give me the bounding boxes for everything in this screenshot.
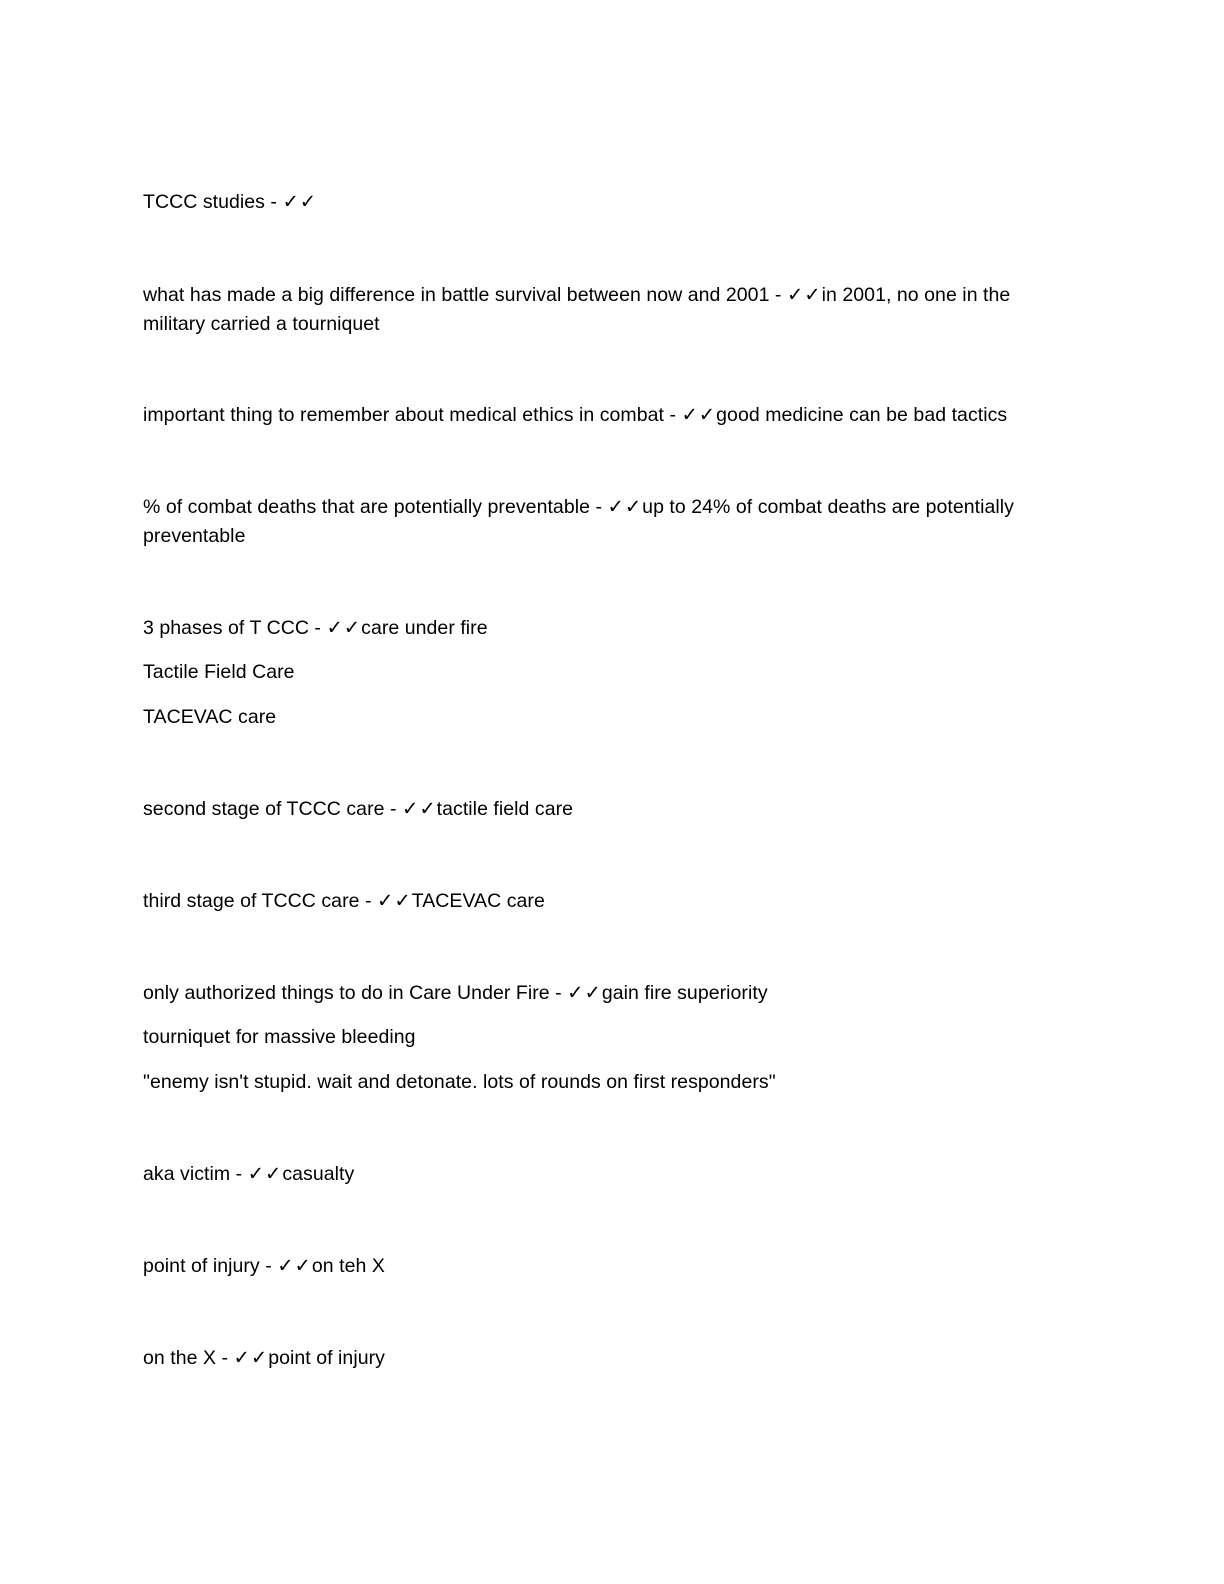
- double-check-icon: ✓✓: [607, 496, 643, 518]
- double-check-icon: ✓✓: [282, 191, 318, 213]
- entry-term: what has made a big difference in battle survival between now and 2001 -: [143, 284, 787, 306]
- entry-term: third stage of TCCC care -: [143, 890, 377, 912]
- double-check-icon: ✓✓: [786, 284, 822, 306]
- flashcard-entry: [143, 281, 1043, 339]
- entry-extra-line: "enemy isn't stupid. wait and detonate. lots of rounds on first responders": [143, 1071, 776, 1093]
- entry-term: 3 phases of T CCC -: [143, 617, 327, 639]
- double-check-icon: ✓✓: [326, 617, 362, 639]
- double-check-icon: ✓✓: [247, 1163, 283, 1185]
- entry-term: important thing to remember about medical ethics in combat -: [143, 404, 682, 426]
- entry-answer: gain fire superiority: [601, 982, 768, 1004]
- entry-answer: on teh X: [311, 1255, 385, 1277]
- entry-term: on the X -: [143, 1347, 234, 1369]
- entry-term: % of combat deaths that are potentially preventable -: [143, 496, 608, 518]
- flashcard-entry: [143, 1344, 1083, 1373]
- entry-answer: in 2001, no one in the military carried a tourniquet: [143, 284, 1016, 335]
- double-check-icon: ✓✓: [277, 1255, 312, 1277]
- flashcard-entry: [143, 887, 1083, 916]
- entry-extra-line: Tactile Field Care: [143, 661, 295, 683]
- entry-term: second stage of TCCC care -: [143, 798, 402, 820]
- entry-answer: good medicine can be bad tactics: [716, 404, 1008, 426]
- entry-answer: up to 24% of combat deaths are potentially preventable: [143, 496, 1020, 547]
- entry-answer: casualty: [282, 1163, 355, 1185]
- entry-answer: point of injury: [268, 1347, 385, 1369]
- flashcard-entry: [143, 795, 1083, 824]
- entry-extra-line: TACEVAC care: [143, 706, 277, 728]
- double-check-icon: ✓✓: [681, 404, 717, 426]
- entry-answer: TACEVAC care: [411, 890, 545, 912]
- double-check-icon: ✓✓: [377, 890, 412, 912]
- flashcard-entry: [143, 614, 1083, 643]
- entry-term: aka victim -: [143, 1163, 248, 1185]
- flashcard-entry: [143, 493, 1053, 551]
- flashcard-entry: [143, 401, 1083, 430]
- double-check-icon: ✓✓: [233, 1347, 269, 1369]
- double-check-icon: ✓✓: [401, 798, 437, 820]
- entry-term: point of injury -: [143, 1255, 278, 1277]
- entry-term: only authorized things to do in Care Under Fire -: [143, 982, 568, 1004]
- entry-extra-line: tourniquet for massive bleeding: [143, 1026, 416, 1048]
- double-check-icon: ✓✓: [567, 982, 602, 1004]
- entry-answer: tactile field care: [436, 798, 574, 820]
- flashcard-entry: [143, 979, 1083, 1008]
- flashcard-entry: [143, 1160, 1083, 1189]
- entry-term: TCCC studies -: [143, 191, 283, 213]
- entry-answer: care under fire: [361, 617, 488, 639]
- flashcard-entry: [143, 188, 1083, 217]
- flashcard-entry: [143, 1252, 1083, 1281]
